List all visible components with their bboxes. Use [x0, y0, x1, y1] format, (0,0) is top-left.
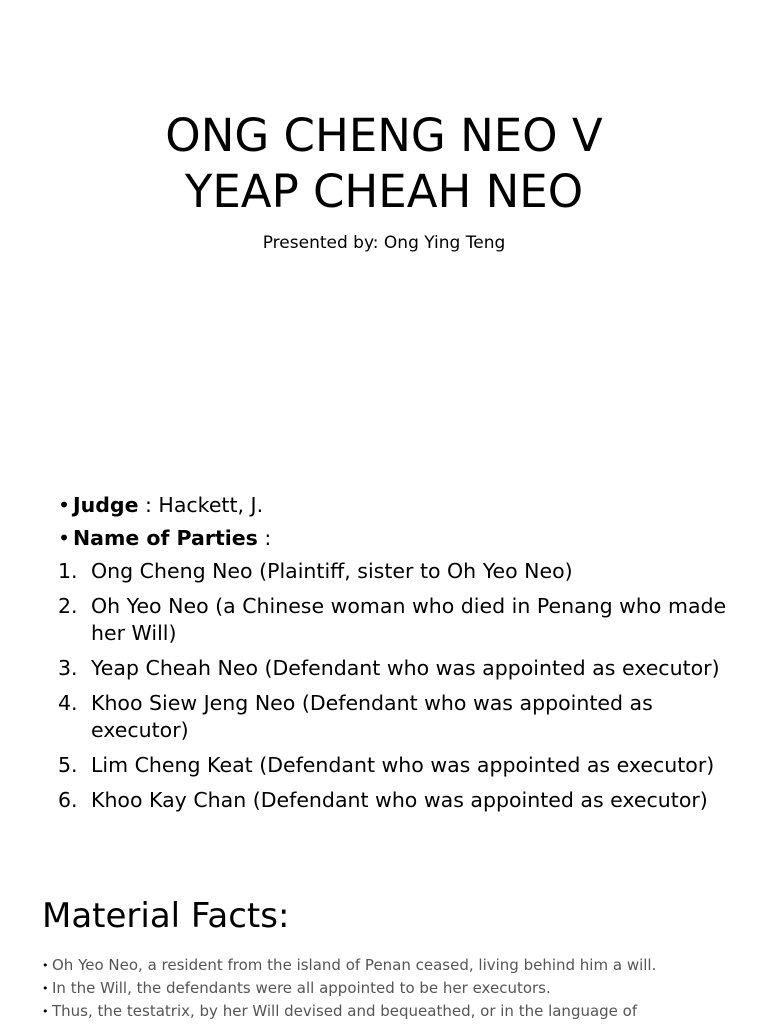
parties-label: Name of Parties	[73, 526, 258, 550]
party-text: Yeap Cheah Neo (Defendant who was appointed as executor)	[91, 656, 720, 680]
judge-label: Judge	[73, 493, 139, 517]
material-facts-slide	[0, 866, 768, 1024]
party-item	[58, 593, 738, 647]
party-number: 1.	[58, 559, 78, 583]
slide-title	[0, 108, 768, 220]
judge-value: : Hackett, J.	[138, 493, 264, 517]
fact-text: In the Will, the defendants were all appointed to be her executors.	[52, 979, 551, 997]
party-number: 4.	[58, 691, 78, 715]
party-number: 2.	[58, 594, 78, 618]
party-item	[58, 558, 738, 585]
title-line-1: ONG CHENG NEO V	[165, 109, 603, 162]
bullet-icon: •	[42, 982, 49, 995]
fact-item	[42, 977, 742, 1000]
fact-text: Thus, the testatrix, by her Will devised and bequeathed, or in the language of	[52, 1002, 638, 1020]
facts-list	[42, 954, 742, 1023]
party-number: 3.	[58, 656, 78, 680]
party-text: Ong Cheng Neo (Plaintiff, sister to Oh Yeo Neo)	[91, 559, 573, 583]
bullet-icon: •	[58, 526, 71, 550]
bullet-icon: •	[58, 493, 71, 517]
party-item	[58, 787, 738, 814]
material-facts-heading: Material Facts:	[42, 896, 290, 936]
presenter-subtitle: Presented by: Ong Ying Teng	[262, 233, 506, 253]
fact-item	[42, 954, 742, 977]
bullet-icon: •	[42, 959, 49, 972]
parties-heading-item	[58, 525, 738, 552]
party-item	[58, 655, 738, 682]
party-text: Lim Cheng Keat (Defendant who was appointed as executor)	[91, 753, 715, 777]
bullet-icon: •	[42, 1005, 49, 1018]
party-text: Khoo Siew Jeng Neo (Defendant who was appointed as executor)	[91, 691, 653, 742]
title-slide	[0, 0, 768, 480]
parties-suffix: :	[257, 526, 272, 550]
title-line-2: YEAP CHEAH NEO	[184, 165, 584, 218]
judge-item	[58, 492, 738, 519]
fact-text: Oh Yeo Neo, a resident from the island of Penan ceased, living behind him a will.	[52, 956, 657, 974]
parties-slide	[0, 480, 768, 866]
party-text: Khoo Kay Chan (Defendant who was appointed as executor)	[91, 788, 708, 812]
party-item	[58, 690, 738, 744]
party-number: 5.	[58, 753, 78, 777]
case-details-list	[58, 492, 738, 822]
party-text: Oh Yeo Neo (a Chinese woman who died in Penang who made her Will)	[91, 594, 727, 645]
fact-item	[42, 1000, 742, 1023]
party-item	[58, 752, 738, 779]
party-number: 6.	[58, 788, 78, 812]
